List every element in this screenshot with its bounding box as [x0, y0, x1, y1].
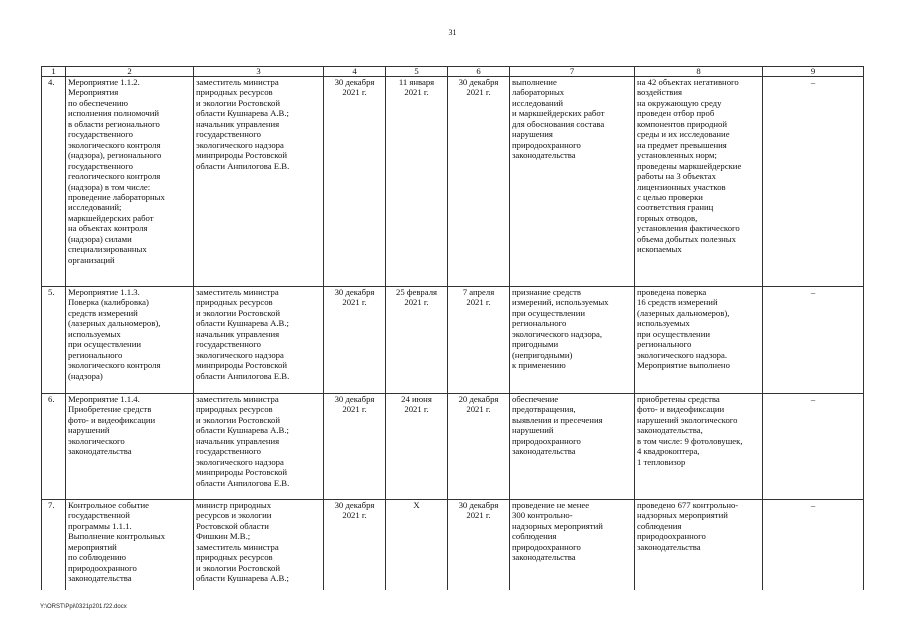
end-date: 7 апреля 2021 г.	[448, 287, 510, 394]
note: –	[763, 287, 864, 394]
end-date: 30 декабря 2021 г.	[448, 500, 510, 591]
activity-name: Контрольное событие государственной программы 1.1.1. Выполнение контрольных мероприятий по соблюдению природоохранного законодательства	[66, 500, 194, 591]
column-header: 3	[194, 67, 324, 77]
planned-date: 30 декабря 2021 г.	[324, 500, 386, 591]
column-header: 9	[763, 67, 864, 77]
planned-date: 30 декабря 2021 г.	[324, 287, 386, 394]
actual-result: проведено 677 контрольно- надзорных мероприятий соблюдения природоохранного законодательства	[635, 500, 763, 591]
row-number: 5.	[42, 287, 66, 394]
end-date: 20 декабря 2021 г.	[448, 394, 510, 500]
column-header: 8	[635, 67, 763, 77]
expected-result: признание средств измерений, используемых при осуществлении регионального экологического надзора, пригодными (непригодными) к применению	[510, 287, 635, 394]
end-date: 30 декабря 2021 г.	[448, 77, 510, 287]
start-date: 11 января 2021 г.	[386, 77, 448, 287]
note: –	[763, 394, 864, 500]
table-row	[42, 394, 864, 500]
row-number: 7.	[42, 500, 66, 591]
column-header: 5	[386, 67, 448, 77]
note: –	[763, 77, 864, 287]
planned-date: 30 декабря 2021 г.	[324, 394, 386, 500]
responsible-executor: заместитель министра природных ресурсов и экологии Ростовской области Кушнарева А.В.; начальник управления государственного экологического надзора минприроды Ростовской области Анпилогова Е.В.	[194, 77, 324, 287]
actual-result: приобретены средства фото- и видеофиксации нарушений экологического законодательства, в том числе: 9 фотоловушек, 4 квадрокоптера, 1 тепловизор	[635, 394, 763, 500]
actual-result: проведена поверка 16 средств измерений (лазерных дальномеров), используемых при осуществлении регионального экологического надзора. Мероприятие выполнено	[635, 287, 763, 394]
table-header-row	[42, 67, 864, 77]
activity-name: Мероприятие 1.1.4. Приобретение средств фото- и видеофиксации нарушений экологического законодательства	[66, 394, 194, 500]
expected-result: выполнение лабораторных исследований и маркшейдерских работ для обоснования состава нарушения природоохранного законодательства	[510, 77, 635, 287]
column-header: 2	[66, 67, 194, 77]
expected-result: проведение не менее 300 контрольно- надзорных мероприятий соблюдения природоохранного законодательства	[510, 500, 635, 591]
actual-result: на 42 объектах негативного воздействия на окружающую среду проведен отбор проб компонентов природной среды и их исследование на предмет превышения установленных норм; проведены маркшейдерские работы на 3 объектах лицензионных участков с целью проверки соответствия границ горных отводов, установления фактического объема добытых полезных ископаемых	[635, 77, 763, 287]
column-header: 6	[448, 67, 510, 77]
table-row	[42, 287, 864, 394]
table-row	[42, 77, 864, 287]
start-date: 24 июня 2021 г.	[386, 394, 448, 500]
activity-name: Мероприятие 1.1.3. Поверка (калибровка) средств измерений (лазерных дальномеров), используемых при осуществлении регионального экологического контроля (надзора)	[66, 287, 194, 394]
column-header: 1	[42, 67, 66, 77]
report-table	[41, 66, 864, 590]
footer-file-path: Y:\ORST\Ppi\0321p201.f22.docx	[40, 604, 127, 610]
column-header: 4	[324, 67, 386, 77]
start-date: 25 февраля 2021 г.	[386, 287, 448, 394]
row-number: 4.	[42, 77, 66, 287]
start-date: Х	[386, 500, 448, 591]
table-row	[42, 500, 864, 591]
expected-result: обеспечение предотвращения, выявления и пресечения нарушений природоохранного законодательства	[510, 394, 635, 500]
responsible-executor: заместитель министра природных ресурсов и экологии Ростовской области Кушнарева А.В.; начальник управления государственного экологического надзора минприроды Ростовской области Анпилогова Е.В.	[194, 287, 324, 394]
planned-date: 30 декабря 2021 г.	[324, 77, 386, 287]
note: –	[763, 500, 864, 591]
responsible-executor: заместитель министра природных ресурсов и экологии Ростовской области Кушнарева А.В.; начальник управления государственного экологического надзора минприроды Ростовской области Анпилогова Е.В.	[194, 394, 324, 500]
page-number: 31	[448, 28, 457, 37]
responsible-executor: министр природных ресурсов и экологии Ростовской области Фишкин М.В.; заместитель министра природных ресурсов и экологии Ростовской области Кушнарева А.В.;	[194, 500, 324, 591]
row-number: 6.	[42, 394, 66, 500]
column-header: 7	[510, 67, 635, 77]
activity-name: Мероприятие 1.1.2. Мероприятия по обеспечению исполнения полномочий в области регионального государственного экологического контроля (надзора), регионального государственного геологического контроля (надзора) в том числе: проведение лабораторных исследований; маркшейдерских работ на объектах контроля (надзора) силами специализированных организаций	[66, 77, 194, 287]
